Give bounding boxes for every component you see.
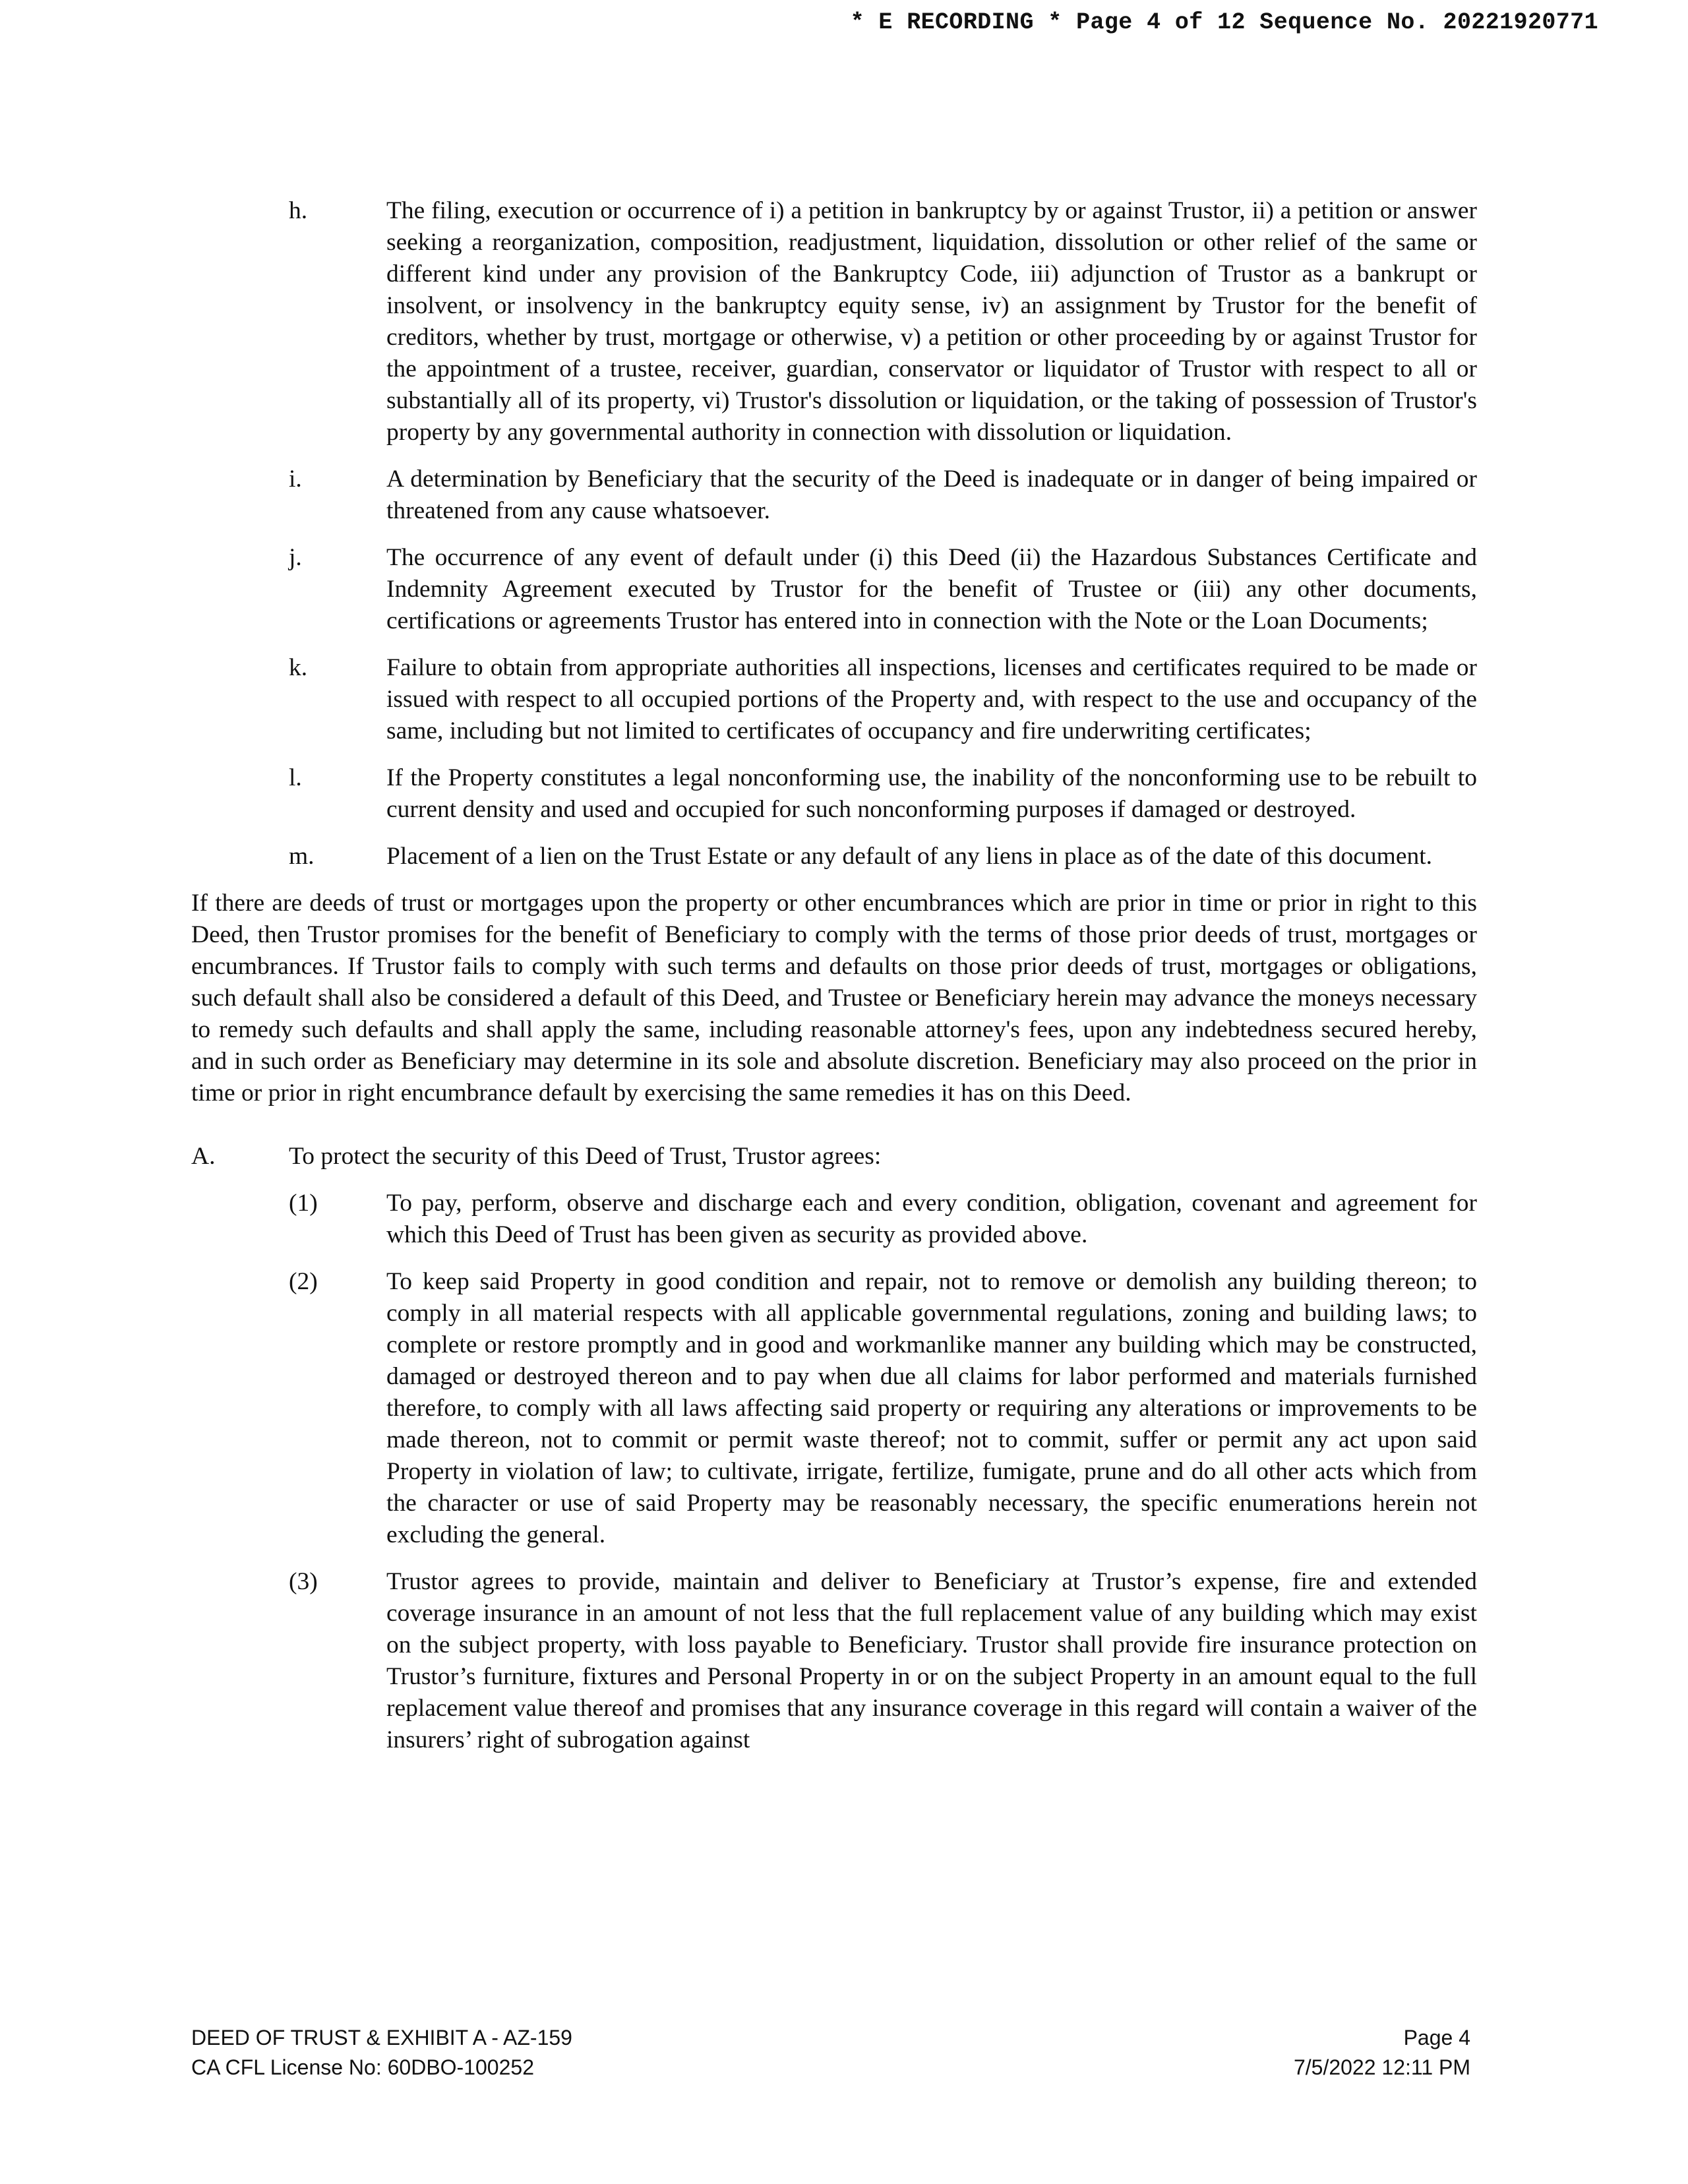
section-a-text: To protect the security of this Deed of Trust, Trustor agrees:: [289, 1143, 882, 1170]
footer-left: [191, 2023, 572, 2082]
numbered-item-text: To keep said Property in good condition and repair, not to remove or demolish any building thereon; to comply in all material respects with all applicable governmental regulations, zoning and building laws; to complete or restore promptly and in good and workmanlike manner any building which may be constructed, damaged or destroyed thereon and to pay when due all claims for labor performed and materials furnished therefore, to comply with all laws affecting said property or requiring any alterations or improvements to be made thereon, not to commit or permit waste thereof; not to commit, suffer or permit any act upon said Property in violation of law; to cultivate, irrigate, fertilize, fumigate, prune and do all other acts which from the character or use of said Property may be reasonably necessary, the specific enumerations herein not excluding the general.: [386, 1268, 1477, 1548]
list-item-label: h.: [289, 197, 308, 224]
recording-header: * E RECORDING * Page 4 of 12 Sequence No. 20221920771: [850, 9, 1598, 36]
numbered-item-text: Trustor agrees to provide, maintain and deliver to Beneficiary at Trustor’s expense, fire and extended coverage insurance in an amount of not less that the full replacement value of any building which may exist on the subject property, with loss payable to Beneficiary. Trustor shall provide fire insurance protection on Trustor’s furniture, fixtures and Personal Property in or on the subject Property in an amount equal to the full replacement value thereof and promises that any insurance coverage in this regard will contain a waiver of the insurers’ right of subrogation against: [386, 1568, 1477, 1753]
footer-page-number: Page 4: [1403, 2026, 1470, 2049]
numbered-item: [191, 1566, 1477, 1756]
list-item: [191, 542, 1477, 637]
list-item-label: j.: [289, 544, 302, 571]
footer-license: CA CFL License No: 60DBO-100252: [191, 2055, 534, 2079]
list-item: [191, 762, 1477, 826]
list-item: [191, 841, 1477, 872]
list-item-text: The occurrence of any event of default under (i) this Deed (ii) the Hazardous Substances Certificate and Indemnity Agreement executed by Trustor for the benefit of Trustee or (iii) any other documents, certifications or agreements Trustor has entered into in connection with the Note or the Loan Documents;: [386, 544, 1477, 634]
document-body: [191, 195, 1477, 1771]
numbered-item-label: (1): [289, 1190, 318, 1217]
numbered-item-text: To pay, perform, observe and discharge each and every condition, obligation, covenant and agreement for which this Deed of Trust has been given as security as provided above.: [386, 1190, 1477, 1248]
list-item: [191, 652, 1477, 747]
list-item-text: The filing, execution or occurrence of i) a petition in bankruptcy by or against Trustor, ii) a petition or answer seeking a reorganization, composition, readjustment, liquidation, dissolution or other relief of the same or different kind under any provision of the Bankruptcy Code, iii) adjunction of Trustor as a bankrupt or insolvent, or insolvency in the bankruptcy equity sense, iv) an assignment by Trustor for the benefit of creditors, whether by trust, mortgage or otherwise, v) a petition or other proceeding by or against Trustor for the appointment of a trustee, receiver, guardian, conservator or liquidator of Trustor with respect to all or substantially all of its property, vi) Trustor's dissolution or liquidation, or the taking of possession of Trustor's property by any governmental authority in connection with dissolution or liquidation.: [386, 197, 1477, 446]
list-item-text: If the Property constitutes a legal nonconforming use, the inability of the nonconforming use to be rebuilt to current density and used and occupied for such nonconforming purposes if damaged or destroyed.: [386, 764, 1477, 823]
section-a-label: A.: [191, 1143, 216, 1170]
list-item-text: A determination by Beneficiary that the security of the Deed is inadequate or in danger of being impaired or threatened from any cause whatsoever.: [386, 466, 1477, 524]
numbered-item-label: (2): [289, 1268, 318, 1295]
prior-encumbrance-paragraph: If there are deeds of trust or mortgages upon the property or other encumbrances which are prior in time or prior in right to this Deed, then Trustor promises for the benefit of Beneficiary to comply with the terms of those prior deeds of trust, mortgages or encumbrances. If Trustor fails to comply with such terms and defaults on those prior deeds of trust, mortgages or obligations, such default shall also be considered a default of this Deed, and Trustee or Beneficiary herein may advance the moneys necessary to remedy such defaults and shall apply the same, including reasonable attorney's fees, upon any indebtedness secured hereby, and in such order as Beneficiary may determine in its sole and absolute discretion. Beneficiary may also proceed on the prior in time or prior in right encumbrance default by exercising the same remedies it has on this Deed.: [191, 890, 1477, 1107]
list-item-label: i.: [289, 466, 302, 493]
footer-right: [1294, 2023, 1470, 2082]
list-item: [191, 464, 1477, 527]
numbered-item: [191, 1266, 1477, 1551]
list-item: [191, 195, 1477, 448]
list-item-label: l.: [289, 764, 302, 791]
list-item-text: Failure to obtain from appropriate authorities all inspections, licenses and certificates required to be made or issued with respect to all occupied portions of the Property and, with respect to the use and occupancy of the same, including but not limited to certificates of occupancy and fire underwriting certificates;: [386, 654, 1477, 744]
footer-doc-title: DEED OF TRUST & EXHIBIT A - AZ-159: [191, 2026, 572, 2049]
section-a: [191, 1141, 1477, 1172]
numbered-item-label: (3): [289, 1568, 318, 1595]
list-item-label: k.: [289, 654, 308, 681]
numbered-item: [191, 1188, 1477, 1251]
list-item-label: m.: [289, 843, 315, 870]
list-item-text: Placement of a lien on the Trust Estate or any default of any liens in place as of the date of this document.: [386, 843, 1433, 870]
footer-datetime: 7/5/2022 12:11 PM: [1293, 2055, 1470, 2079]
